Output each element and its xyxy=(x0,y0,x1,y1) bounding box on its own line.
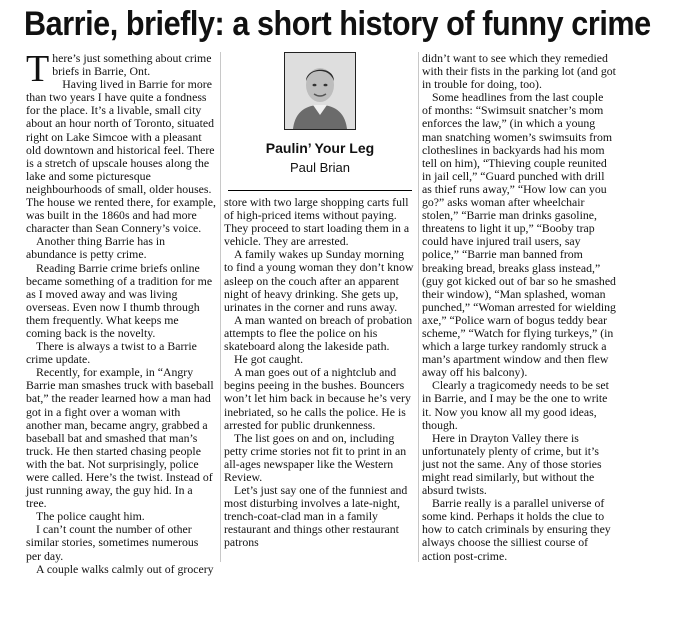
column-title: Paulin’ Your Leg xyxy=(265,140,375,156)
header-rule xyxy=(228,190,412,191)
article-column-1 xyxy=(26,48,216,576)
paragraph: Recently, for example, in “Angry Barrie man smashes truck with baseball bat,” the reader learned how a man had got in a fight over a woman with another man, became angry, grabbed a baseball bat and smashed that man’s truck. He then started chasing people with the bat. Not surprisingly, police were called. Here’s the twist. Instead of just running away, the guy hid. In a tree. xyxy=(26,365,214,511)
paragraph: Here in Drayton Valley there is unfortunately plenty of crime, but it’s just not the same. Any of those stories might read similarly, but without the absurd twists. xyxy=(422,430,602,498)
article-column-3 xyxy=(422,52,616,563)
author-photo xyxy=(284,52,356,130)
paragraph: Barrie really is a parallel universe of some kind. Perhaps it holds the clue to how to catch criminals by ensuring they always choose the silliest course of action post-crime. xyxy=(422,496,611,563)
paragraph: Let’s just say one of the funniest and most disturbing involves a late-night, trench-coat-clad man in a family restaurant and things other restaurant patrons xyxy=(224,483,408,550)
paragraph: Having lived in Barrie for more than two years I have quite a fondness for the place. It’s a livable, small city about an hour north of Toronto, situated right on Lake Simcoe with a pleasant old downtown and historical feel. There is a stretch of upscale houses along the lake and some picturesque neighbourhoods of small, older houses. The house we rented there, for example, was built in the 1860s and had more character than Sean Connery’s voice. xyxy=(26,77,216,236)
paragraph: A family wakes up Sunday morning to find a young woman they don’t know asleep on the couch after an apparent night of heavy drinking. She gets up, urinates in the corner and runs away. xyxy=(224,247,414,314)
drop-cap: T xyxy=(26,48,50,90)
paragraph: The list goes on and on, including petty crime stories not fit to print in an all-ages newspaper like the Western Review. xyxy=(224,430,407,484)
paragraph: Clearly a tragicomedy needs to be set in Barrie, and I may be the one to write it. Now you know all my good ideas, though. xyxy=(422,378,609,432)
column-author: Paul Brian xyxy=(290,160,350,175)
paragraph: A couple walks calmly out of grocery xyxy=(36,561,214,576)
paragraph: Another thing Barrie has in abundance is petty crime. xyxy=(26,234,166,262)
paragraph: Some headlines from the last couple of months: “Swimsuit snatcher’s mom enforces the law,” (in which a young man snatching women’s swimsuits from clotheslines in backyards had his mom tell on him), “Thieving couple reunited in jail cell,” “Guard punched with drill as thief runs away,” “How low can you go?” asks woman after wheelchair stolen,” “Barrie man drinks gasoline, threatens to light it up,” “Booby trap could have injured trail users, say police,” “Barrie man banned from breaking bread, breaks glass instead,” (guy got kicked out of bar so he smashed their window), “Man splashed, woman punched,” “Woman arrested for wielding axe,” “Police warn of bogus teddy bear scheme,” “Watch for flying turkeys,” (in which a large turkey randomly struck a man’s apartment window and then flew away off his balcony). xyxy=(422,90,616,380)
paragraph: The police caught him. xyxy=(36,509,145,524)
person-icon xyxy=(285,53,355,129)
column-divider xyxy=(220,52,221,562)
paragraph: A man wanted on breach of probation attempts to flee the police on his skateboard along the lakeside path. xyxy=(224,312,413,354)
paragraph: There is always a twist to a Barrie crime update. xyxy=(26,339,197,367)
article-column-2 xyxy=(224,196,414,550)
column-divider xyxy=(418,52,419,562)
paragraph: I can’t count the number of other similar stories, sometimes numerous per day. xyxy=(26,522,199,563)
paragraph: A man goes out of a nightclub and begins peeing in the bushes. Bouncers won’t let him back in because he’s very inebriated, so he calls the police. He is arrested for public drunkenness. xyxy=(224,365,411,432)
paragraph: He got caught. xyxy=(234,352,304,367)
paragraph: didn’t want to see which they remedied with their fists in the parking lot (and got in trouble for doing, too). xyxy=(422,51,616,92)
article-headline: Barrie, briefly: a short history of funny crime xyxy=(24,5,651,43)
paragraph: Reading Barrie crime briefs online became something of a tradition for me as I moved away and was living overseas. Even now I thumb through them frequently. What keeps me coming back is the novelty. xyxy=(26,260,213,340)
column-header xyxy=(232,52,408,192)
paragraph: There’s just something about crime briefs in Barrie, Ont. xyxy=(26,48,212,90)
paragraph: store with two large shopping carts full of high-priced items without paying. They proceed to start loading them in a vehicle. They are arrested. xyxy=(224,195,410,249)
